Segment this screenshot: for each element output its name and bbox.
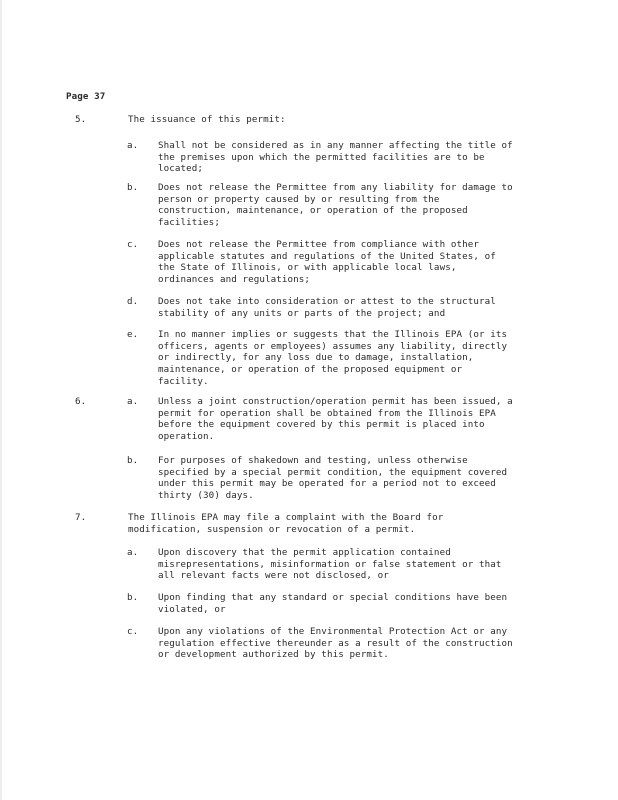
text-line: officers, agents or employees) assumes any liability, directly <box>158 340 508 352</box>
text-line: Shall not be considered as in any manner affecting the title of <box>158 140 513 151</box>
text-line: modification, suspension or revocation of a permit. <box>128 523 416 535</box>
section-number: 6. <box>75 396 87 407</box>
section-intro: The issuance of this permit: <box>128 114 286 125</box>
text-line: stability of any units or parts of the project; and <box>158 307 446 319</box>
text-line: operation. <box>158 431 215 443</box>
text-line: the State of Illinois, or with applicable local laws, <box>158 262 457 274</box>
item-label: c. <box>127 626 139 637</box>
text-line: under this permit may be operated for a period not to exceed <box>158 478 496 490</box>
text-line: or indirectly, for any loss due to damage, installation, <box>158 352 474 364</box>
text-line: specified by a special permit condition, the equipment covered <box>158 466 508 478</box>
text-line: the premises upon which the permitted facilities are to be <box>158 151 485 163</box>
item-label: e. <box>127 329 139 340</box>
section-number: 5. <box>75 114 87 125</box>
text-line: regulation effective thereunder as a result of the construction <box>158 637 513 649</box>
text-line: located; <box>158 163 204 175</box>
text-line: facility. <box>158 375 209 387</box>
list-item <box>158 626 553 661</box>
list-item <box>158 140 553 175</box>
text-line: Does not release the Permittee from any liability for damage to <box>158 182 513 193</box>
text-line: The Illinois EPA may file a complaint with the Board for <box>128 512 444 523</box>
text-line: all relevant facts were not disclosed, or <box>158 570 389 582</box>
text-line: before the equipment covered by this permit is placed into <box>158 419 485 431</box>
text-line: applicable statutes and regulations of the United States, of <box>158 250 496 262</box>
item-label: d. <box>127 296 139 307</box>
text-line: maintenance, or operation of the proposed equipment or <box>158 364 463 376</box>
list-item <box>158 547 553 582</box>
text-line: Unless a joint construction/operation permit has been issued, a <box>158 396 513 407</box>
text-line: Does not release the Permittee from compliance with other <box>158 239 479 250</box>
text-line: ordinances and regulations; <box>158 274 311 286</box>
page-number-header: Page 37 <box>66 91 106 102</box>
text-line: person or property caused by or resulting from the <box>158 193 440 205</box>
item-label: c. <box>127 239 139 250</box>
text-line: violated, or <box>158 603 226 615</box>
item-label: b. <box>127 455 139 466</box>
item-label: b. <box>127 592 139 603</box>
text-line: facilities; <box>158 217 220 229</box>
text-line: Upon finding that any standard or special conditions have been <box>158 592 508 603</box>
list-item <box>158 396 553 443</box>
list-item <box>158 239 553 286</box>
text-line: misrepresentations, misinformation or false statement or that <box>158 558 502 570</box>
text-line: Upon discovery that the permit application contained <box>158 547 451 558</box>
item-label: b. <box>127 182 139 193</box>
item-label: a. <box>127 140 139 151</box>
text-line: In no manner implies or suggests that the Illinois EPA (or its <box>158 329 508 340</box>
text-line: permit for operation shall be obtained from the Illinois EPA <box>158 407 496 419</box>
list-item <box>158 296 553 319</box>
list-item <box>158 455 553 502</box>
text-line: Upon any violations of the Environmental Protection Act or any <box>158 626 508 637</box>
text-line: or development authorized by this permit. <box>158 649 389 661</box>
text-line: construction, maintenance, or operation of the proposed <box>158 205 468 217</box>
text-line: For purposes of shakedown and testing, unless otherwise <box>158 455 468 466</box>
text-line: thirty (30) days. <box>158 490 254 502</box>
scan-edge <box>0 0 2 800</box>
item-label: a. <box>127 396 139 407</box>
list-item <box>158 329 553 388</box>
section-intro <box>128 512 553 535</box>
list-item <box>158 182 553 229</box>
item-label: a. <box>127 547 139 558</box>
text-line: Does not take into consideration or attest to the structural <box>158 296 496 307</box>
section-number: 7. <box>75 512 87 523</box>
list-item <box>158 592 553 615</box>
